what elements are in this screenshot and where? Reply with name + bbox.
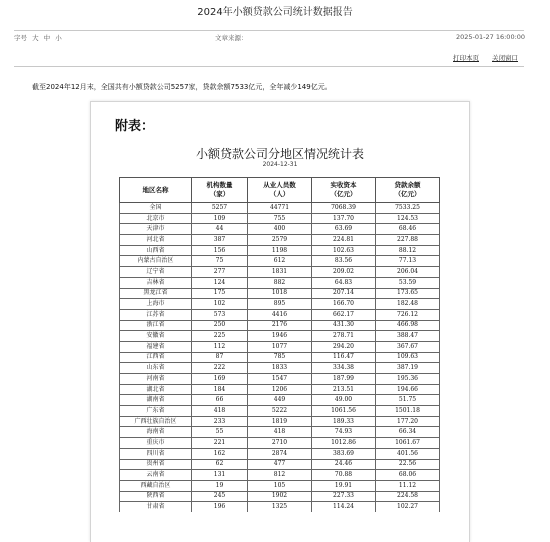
cell-region: 天津市: [120, 224, 192, 235]
header-divider: [14, 30, 524, 31]
cell-institutions: 250: [192, 320, 248, 331]
cell-institutions: 233: [192, 416, 248, 427]
cell-employees: 755: [248, 213, 312, 224]
table-row: [120, 374, 440, 385]
cell-region: 吉林省: [120, 277, 192, 288]
cell-paid-capital: 209.02: [312, 267, 376, 278]
cell-region: 广西壮族自治区: [120, 416, 192, 427]
table-row: [120, 363, 440, 374]
table-row: [120, 288, 440, 299]
cell-loan-balance: 173.65: [376, 288, 440, 299]
cell-loan-balance: 11.12: [376, 480, 440, 491]
table-row: [120, 352, 440, 363]
cell-region: 福建省: [120, 341, 192, 352]
cell-region: 广东省: [120, 406, 192, 417]
cell-region: 江苏省: [120, 309, 192, 320]
cell-paid-capital: 431.30: [312, 320, 376, 331]
publish-datetime: 2025-01-27 16:00:00: [456, 33, 526, 41]
cell-loan-balance: 195.36: [376, 374, 440, 385]
cell-employees: 44771: [248, 203, 312, 214]
cell-loan-balance: 7533.25: [376, 203, 440, 214]
cell-employees: 5222: [248, 406, 312, 417]
cell-region: 河南省: [120, 374, 192, 385]
cell-employees: 1902: [248, 491, 312, 502]
cell-employees: 2579: [248, 235, 312, 246]
header-employees: 从业人员数 （人）: [248, 178, 312, 203]
table-row: [120, 245, 440, 256]
table-row: [120, 341, 440, 352]
cell-institutions: 184: [192, 384, 248, 395]
cell-paid-capital: 19.91: [312, 480, 376, 491]
font-size-medium-button[interactable]: 中: [43, 34, 51, 42]
cell-region: 贵州省: [120, 459, 192, 470]
cell-paid-capital: 227.33: [312, 491, 376, 502]
cell-institutions: 221: [192, 438, 248, 449]
cell-loan-balance: 466.98: [376, 320, 440, 331]
cell-region: 湖北省: [120, 384, 192, 395]
cell-paid-capital: 189.33: [312, 416, 376, 427]
table-row: [120, 267, 440, 278]
cell-employees: 1018: [248, 288, 312, 299]
cell-institutions: 169: [192, 374, 248, 385]
table-row: [120, 384, 440, 395]
cell-institutions: 112: [192, 341, 248, 352]
article-source: 文章来源：: [215, 34, 248, 42]
cell-paid-capital: 224.81: [312, 235, 376, 246]
cell-loan-balance: 194.66: [376, 384, 440, 395]
table-body: [120, 203, 440, 512]
cell-paid-capital: 207.14: [312, 288, 376, 299]
cell-paid-capital: 7068.39: [312, 203, 376, 214]
cell-loan-balance: 367.67: [376, 341, 440, 352]
table-row: [120, 331, 440, 342]
header-institutions: 机构数量 （家）: [192, 178, 248, 203]
cell-paid-capital: 63.69: [312, 224, 376, 235]
cell-institutions: 55: [192, 427, 248, 438]
cell-region: 北京市: [120, 213, 192, 224]
cell-region: 甘肃省: [120, 502, 192, 512]
cell-paid-capital: 334.38: [312, 363, 376, 374]
cell-loan-balance: 1501.18: [376, 406, 440, 417]
cell-paid-capital: 83.56: [312, 256, 376, 267]
cell-loan-balance: 109.63: [376, 352, 440, 363]
cell-paid-capital: 294.20: [312, 341, 376, 352]
cell-paid-capital: 74.93: [312, 427, 376, 438]
cell-loan-balance: 401.56: [376, 448, 440, 459]
cell-institutions: 156: [192, 245, 248, 256]
print-page-link[interactable]: 打印本页: [453, 54, 479, 62]
cell-employees: 785: [248, 352, 312, 363]
table-row: [120, 277, 440, 288]
cell-employees: 418: [248, 427, 312, 438]
cell-institutions: 387: [192, 235, 248, 246]
header-region: 地区名称: [120, 178, 192, 203]
cell-region: 浙江省: [120, 320, 192, 331]
cell-region: 安徽省: [120, 331, 192, 342]
cell-paid-capital: 114.24: [312, 502, 376, 512]
table-row: [120, 235, 440, 246]
cell-loan-balance: 51.75: [376, 395, 440, 406]
cell-institutions: 62: [192, 459, 248, 470]
cell-paid-capital: 278.71: [312, 331, 376, 342]
cell-paid-capital: 1061.56: [312, 406, 376, 417]
cell-employees: 812: [248, 470, 312, 481]
cell-paid-capital: 64.83: [312, 277, 376, 288]
table-date: 2024-12-31: [262, 161, 298, 168]
cell-institutions: 222: [192, 363, 248, 374]
appendix-table-image: [90, 101, 470, 542]
cell-institutions: 66: [192, 395, 248, 406]
cell-paid-capital: 102.63: [312, 245, 376, 256]
table-row: [120, 491, 440, 502]
cell-paid-capital: 1012.86: [312, 438, 376, 449]
cell-region: 重庆市: [120, 438, 192, 449]
font-size-label: 字号: [14, 34, 27, 42]
cell-region: 辽宁省: [120, 267, 192, 278]
cell-region: 海南省: [120, 427, 192, 438]
cell-loan-balance: 224.58: [376, 491, 440, 502]
table-row: [120, 203, 440, 214]
cell-loan-balance: 22.56: [376, 459, 440, 470]
cell-employees: 1077: [248, 341, 312, 352]
cell-loan-balance: 88.12: [376, 245, 440, 256]
cell-employees: 4416: [248, 309, 312, 320]
cell-loan-balance: 388.47: [376, 331, 440, 342]
cell-employees: 1198: [248, 245, 312, 256]
header-loan-balance: 贷款余额 （亿元）: [376, 178, 440, 203]
table-row: [120, 320, 440, 331]
cell-paid-capital: 213.51: [312, 384, 376, 395]
table-header-row: [120, 178, 440, 203]
cell-region: 河北省: [120, 235, 192, 246]
cell-institutions: 75: [192, 256, 248, 267]
cell-region: 全国: [120, 203, 192, 214]
cell-employees: 400: [248, 224, 312, 235]
cell-employees: 1325: [248, 502, 312, 512]
appendix-label: 附表：: [115, 119, 155, 134]
cell-institutions: 225: [192, 331, 248, 342]
table-row: [120, 256, 440, 267]
table-row: [120, 299, 440, 310]
cell-employees: 2710: [248, 438, 312, 449]
cell-region: 湖南省: [120, 395, 192, 406]
cell-employees: 882: [248, 277, 312, 288]
table-row: [120, 459, 440, 470]
cell-employees: 2874: [248, 448, 312, 459]
table-row: [120, 438, 440, 449]
table-row: [120, 470, 440, 481]
cell-employees: 2176: [248, 320, 312, 331]
cell-loan-balance: 68.46: [376, 224, 440, 235]
cell-institutions: 245: [192, 491, 248, 502]
table-row: [120, 416, 440, 427]
cell-institutions: 44: [192, 224, 248, 235]
cell-institutions: 175: [192, 288, 248, 299]
cell-institutions: 196: [192, 502, 248, 512]
cell-loan-balance: 177.20: [376, 416, 440, 427]
cell-region: 上海市: [120, 299, 192, 310]
cell-institutions: 102: [192, 299, 248, 310]
cell-region: 黑龙江省: [120, 288, 192, 299]
toolbar-divider: [14, 66, 524, 67]
cell-loan-balance: 68.06: [376, 470, 440, 481]
table-row: [120, 480, 440, 491]
cell-employees: 612: [248, 256, 312, 267]
cell-institutions: 109: [192, 213, 248, 224]
table-row: [120, 448, 440, 459]
cell-paid-capital: 166.70: [312, 299, 376, 310]
cell-loan-balance: 227.88: [376, 235, 440, 246]
cell-employees: 1547: [248, 374, 312, 385]
cell-loan-balance: 66.34: [376, 427, 440, 438]
table-row: [120, 395, 440, 406]
cell-institutions: 19: [192, 480, 248, 491]
table-row: [120, 502, 440, 512]
cell-region: 陕西省: [120, 491, 192, 502]
cell-loan-balance: 1061.67: [376, 438, 440, 449]
font-size-control: [14, 33, 62, 42]
region-stats-table: [119, 177, 440, 512]
cell-loan-balance: 124.53: [376, 213, 440, 224]
cell-employees: 449: [248, 395, 312, 406]
cell-paid-capital: 662.17: [312, 309, 376, 320]
cell-institutions: 131: [192, 470, 248, 481]
font-size-large-button[interactable]: 大: [32, 34, 39, 42]
cell-loan-balance: 182.48: [376, 299, 440, 310]
cell-institutions: 573: [192, 309, 248, 320]
cell-paid-capital: 70.88: [312, 470, 376, 481]
cell-region: 山东省: [120, 363, 192, 374]
cell-region: 西藏自治区: [120, 480, 192, 491]
report-title: 2024年小额贷款公司统计数据报告: [197, 7, 353, 18]
cell-loan-balance: 206.04: [376, 267, 440, 278]
cell-employees: 477: [248, 459, 312, 470]
cell-loan-balance: 53.59: [376, 277, 440, 288]
cell-paid-capital: 24.46: [312, 459, 376, 470]
table-title: 小额贷款公司分地区情况统计表: [195, 147, 364, 161]
cell-employees: 105: [248, 480, 312, 491]
cell-paid-capital: 187.99: [312, 374, 376, 385]
cell-employees: 1946: [248, 331, 312, 342]
table-row: [120, 213, 440, 224]
cell-paid-capital: 137.70: [312, 213, 376, 224]
cell-employees: 1831: [248, 267, 312, 278]
cell-region: 四川省: [120, 448, 192, 459]
cell-loan-balance: 102.27: [376, 502, 440, 512]
cell-region: 江西省: [120, 352, 192, 363]
cell-institutions: 418: [192, 406, 248, 417]
cell-region: 内蒙古自治区: [120, 256, 192, 267]
font-size-small-button[interactable]: 小: [55, 34, 62, 42]
cell-institutions: 5257: [192, 203, 248, 214]
cell-employees: 1819: [248, 416, 312, 427]
close-window-link[interactable]: 关闭窗口: [492, 54, 518, 62]
cell-loan-balance: 387.19: [376, 363, 440, 374]
table-row: [120, 406, 440, 417]
summary-paragraph: 截至2024年12月末，全国共有小额贷款公司5257家，贷款余额7533亿元，全年减少149亿元。: [32, 83, 332, 91]
cell-paid-capital: 116.47: [312, 352, 376, 363]
table-row: [120, 224, 440, 235]
cell-region: 山西省: [120, 245, 192, 256]
cell-institutions: 162: [192, 448, 248, 459]
cell-paid-capital: 49.00: [312, 395, 376, 406]
cell-loan-balance: 77.13: [376, 256, 440, 267]
cell-institutions: 124: [192, 277, 248, 288]
header-paid-capital: 实收资本 （亿元）: [312, 178, 376, 203]
cell-institutions: 87: [192, 352, 248, 363]
cell-employees: 1206: [248, 384, 312, 395]
cell-employees: 895: [248, 299, 312, 310]
cell-region: 云南省: [120, 470, 192, 481]
table-row: [120, 427, 440, 438]
cell-institutions: 277: [192, 267, 248, 278]
cell-paid-capital: 383.69: [312, 448, 376, 459]
cell-employees: 1833: [248, 363, 312, 374]
cell-loan-balance: 726.12: [376, 309, 440, 320]
table-row: [120, 309, 440, 320]
